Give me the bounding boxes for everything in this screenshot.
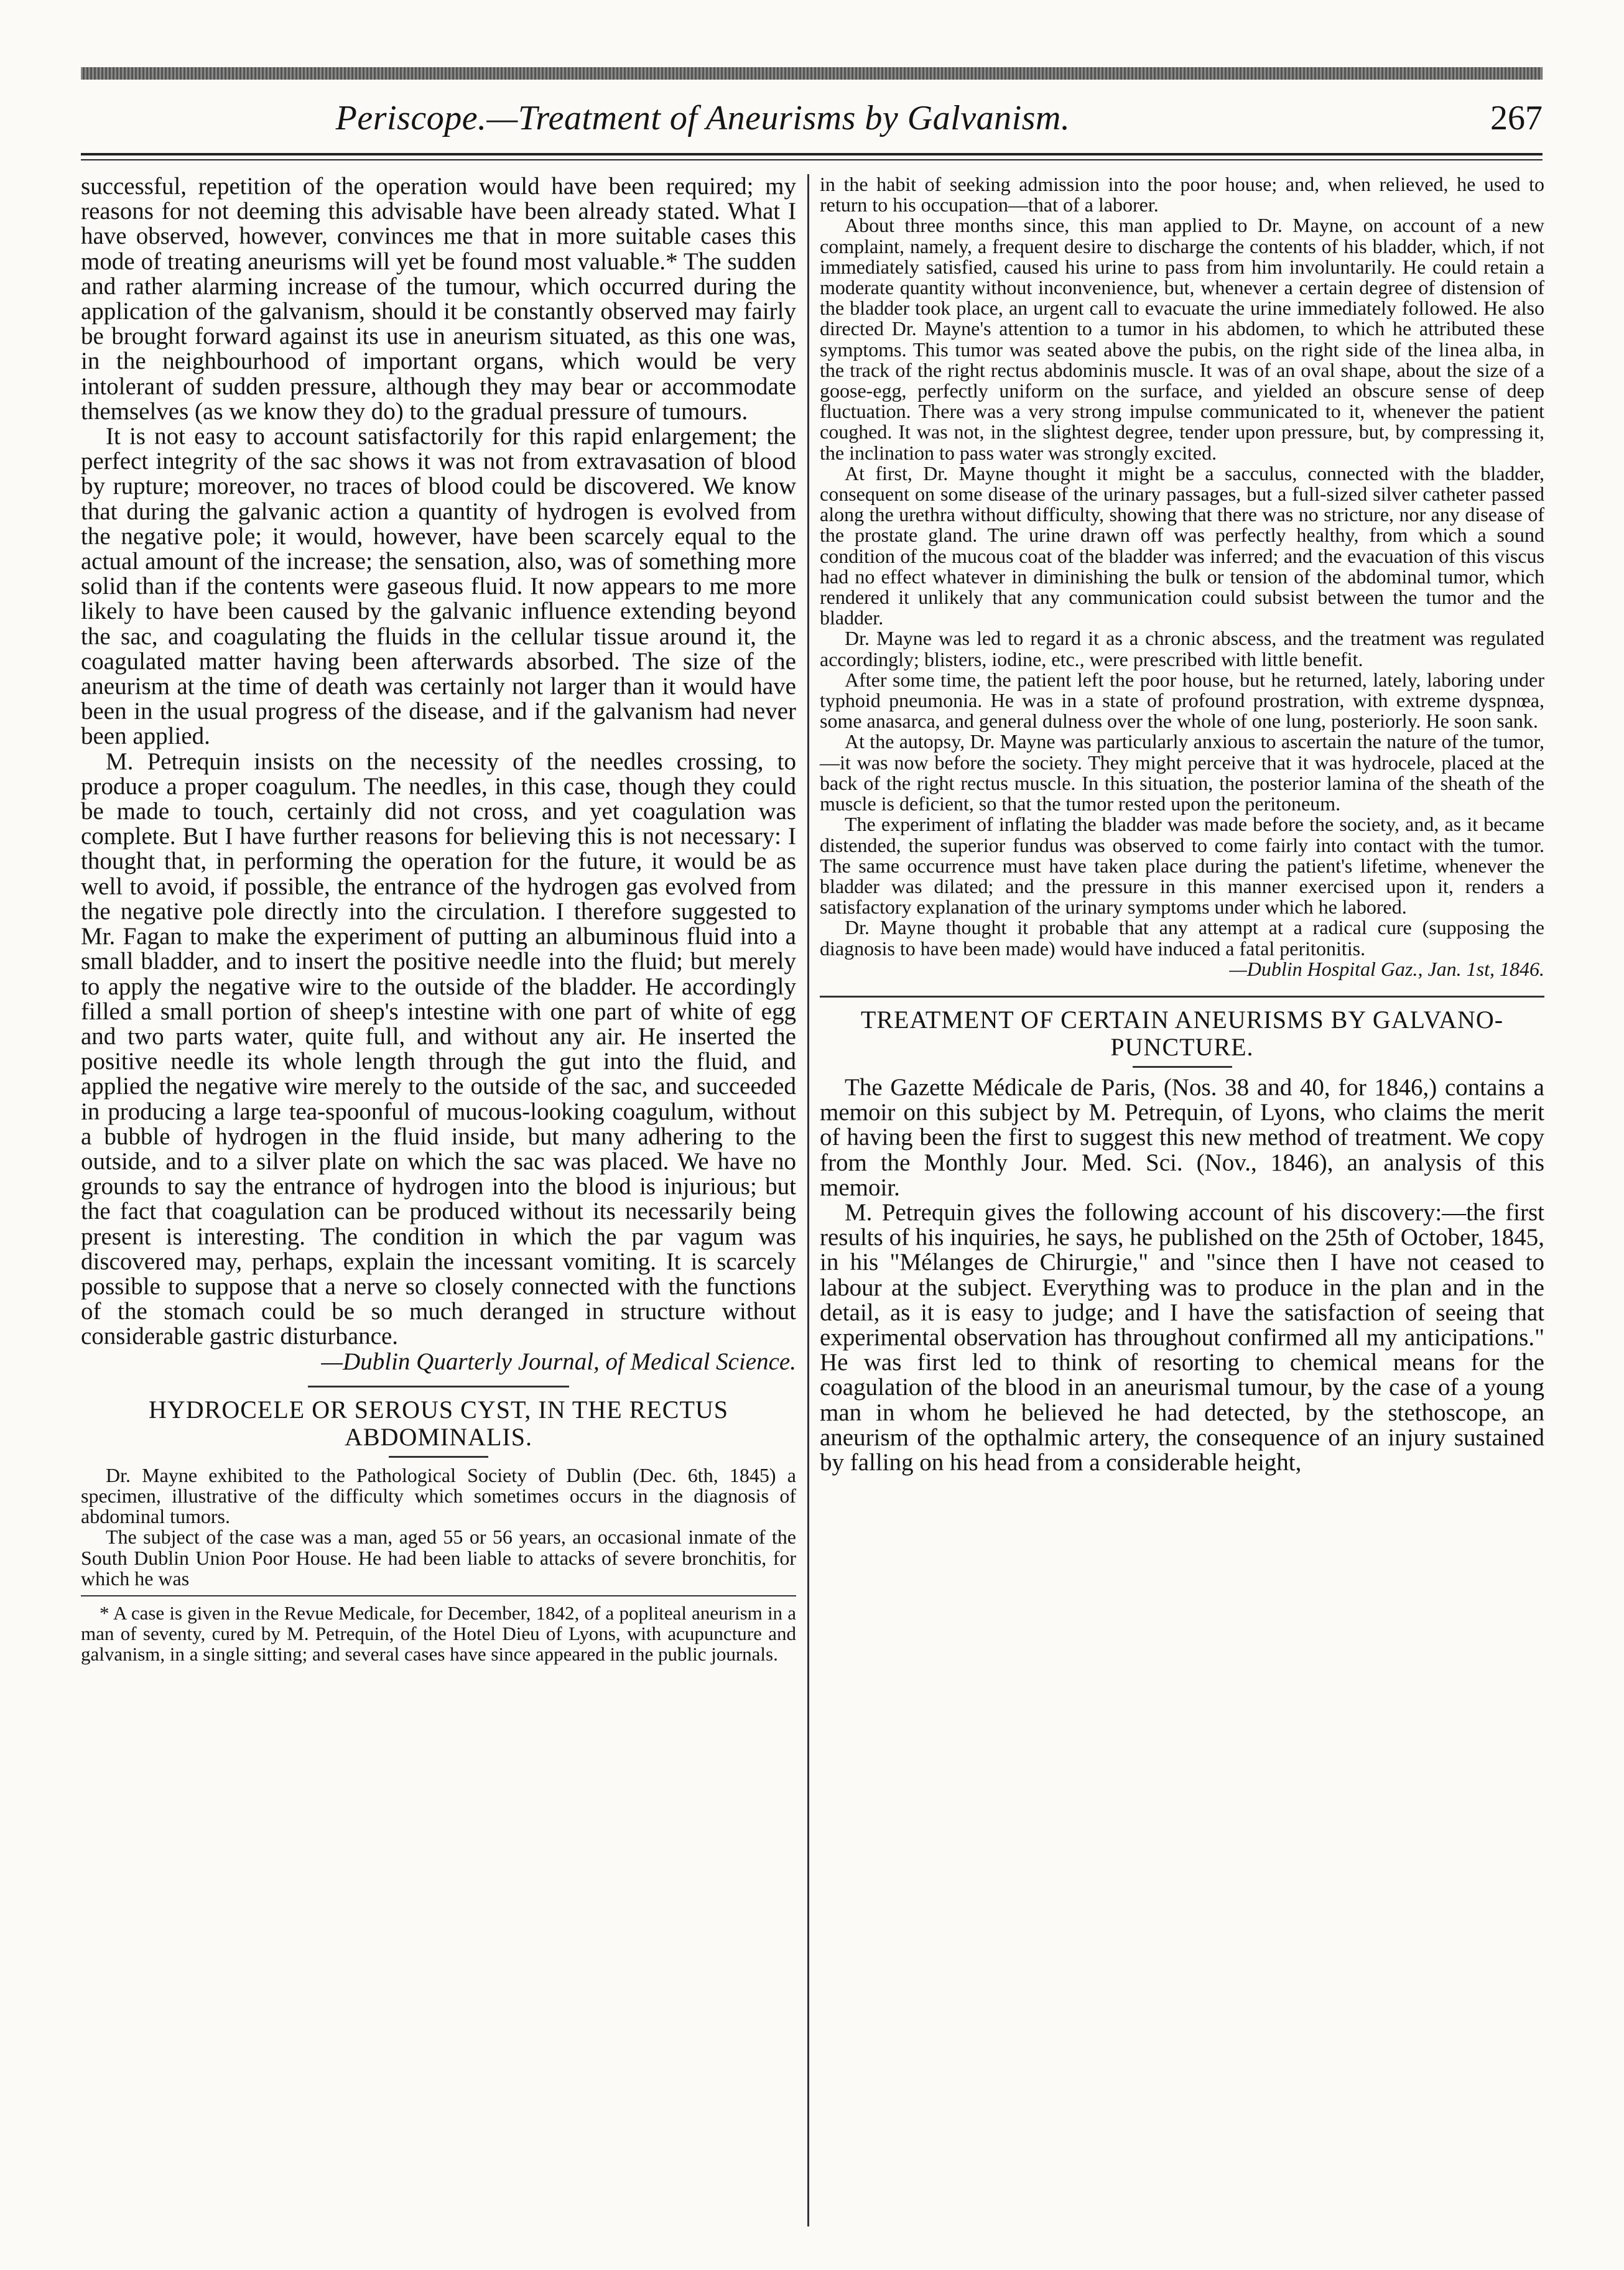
footnote-rule (81, 1595, 796, 1596)
paragraph: After some time, the patient left the poor house, but he returned, lately, laboring under typhoid pneumonia. He was in a state of profound prostration, with extreme dyspnœa, some anasarca, and general dulness over the whole of one lung, posteriorly. He soon sank. (820, 668, 1544, 733)
article-title-hydrocele: HYDROCELE OR SEROUS CYST, IN THE RECTUS ABDOMINALIS. (148, 1395, 729, 1451)
paragraph: The subject of the case was a man, aged 55 or 56 years, an occasional inmate of the South Dublin Union Poor House. He had been liable to attacks of severe bronchitis, for which he was (81, 1526, 796, 1590)
column-divider (807, 174, 809, 2226)
page-header (81, 91, 1543, 147)
title-underline (1133, 1066, 1232, 1068)
page-number: 267 (1490, 99, 1543, 137)
paragraph: M. Petrequin insists on the necessity of the needles crossing, to produce a proper coagulum. The needles, in this case, though they could be made to touch, certainly did not cross, and yet coagulation was complete. But I have further reasons for believing this is not necessary: I thought that, in performing the operation for the future, it would be as well to avoid, if possible, the entrance of the hydrogen gas evolved from the negative pole directly into the circulation. I therefore suggested to Mr. Fagan to make the experiment of putting an albuminous fluid into a small bladder, and to insert the positive needle into the fluid; but merely to apply the negative wire to the outside of the bladder. He accordingly filled a small portion of sheep's intestine with one part of white of egg and two parts water, quite full, and without any air. He inserted the positive needle its whole length through the gut into the fluid, and applied the negative wire merely to the outside of the sac, and succeeded in producing a large tea-spoonful of mucous-looking coagulum, without a bubble of hydrogen in the fluid inside, but many adhering to the outside, and to a silver plate on which the sac was placed. We have no grounds to say the entrance of hydrogen into the blood is injurious; but the fact that coagulation can be produced without its necessarily being present is interesting. The condition in which the par vagum was discovered may, perhaps, explain the incessant vomiting. It is scarcely possible to suppose that a nerve so closely connected with the functions of the stomach could be so much deranged in structure without considerable gastric disturbance. (81, 748, 796, 1350)
source-citation: —Dublin Hospital Gaz., Jan. 1st, 1846. (1229, 957, 1544, 980)
paragraph: At the autopsy, Dr. Mayne was particularly anxious to ascertain the nature of the tumor,—it was now before the society. They might perceive that it was hydrocele, placed at the back of the right rectus muscle. In this situation, the posterior lamina of the sheath of the muscle is deficient, so that the tumor rested upon the peritoneum. (820, 730, 1544, 815)
title-underline (389, 1456, 488, 1458)
header-rule-thin (81, 159, 1543, 160)
paragraph: Dr. Mayne thought it probable that any attempt at a radical cure (supposing the diagnosis to have been made) would have induced a fatal peritonitis. (820, 916, 1544, 960)
paragraph: The experiment of inflating the bladder was made before the society, and, as it became distended, the superior fundus was observed to come fairly into contact with the tumor. The same occurrence must have taken place during the patient's lifetime, whenever the bladder was dilated; and the pressure in this manner exercised upon it, renders a satisfactory explanation of the urinary symptoms under which he labored. (820, 813, 1544, 919)
paragraph: The Gazette Médicale de Paris, (Nos. 38 and 40, for 1846,) contains a memoir on this subject by M. Petrequin, of Lyons, who claims the merit of having been the first to suggest this new method of treatment. We copy from the Monthly Jour. Med. Sci. (Nov., 1846), an analysis of this memoir. (820, 1073, 1544, 1201)
section-divider (308, 1386, 569, 1387)
paragraph: It is not easy to account satisfactorily for this rapid enlargement; the perfect integrity of the sac shows it was not from extravasation of blood by rupture; moreover, no traces of blood could be discovered. We know that during the galvanic action a quantity of hydrogen is evolved from the negative pole; it would, however, have been scarcely equal to the actual amount of the increase; the sensation, also, was of something more solid than if the contents were gaseous fluid. It now appears to me more likely to have been caused by the galvanic influence extending beyond the sac, and coagulating the fluids in the cellular tissue around it, the coagulated matter having been afterwards absorbed. The size of the aneurism at the time of death was certainly not larger than it would have been in the usual progress of the disease, and if the galvanism had never been applied. (81, 423, 796, 750)
header-rule (81, 153, 1543, 155)
running-title: Periscope.—Treatment of Aneurisms by Galvanism. (335, 99, 1070, 137)
footnote: * A case is given in the Revue Medicale, for December, 1842, of a popliteal aneurism in a man of seventy, cured by M. Petrequin, of the Hotel Dieu of Lyons, with acupuncture and galvanism, in a single sitting; and several cases have since appeared in the public journals. (81, 1601, 796, 1665)
right-column (820, 174, 1544, 1475)
paragraph: in the habit of seeking admission into the poor house; and, when relieved, he used to return to his occupation—that of a laborer. (820, 173, 1544, 216)
article-title-galvano-puncture: TREATMENT OF CERTAIN ANEURISMS BY GALVANO-PUNCTURE. (860, 1005, 1504, 1061)
paragraph: successful, repetition of the operation would have been required; my reasons for not deeming this advisable have been already stated. What I have observed, however, convinces me that in more suitable cases this mode of treating aneurisms will yet be found most valuable.* The sudden and rather alarming increase of the tumour, which occurred during the application of the galvanism, should it be constantly observed may fairly be brought forward against its use in aneurism situated, as this one was, in the neighbourhood of important organs, which would be very intolerant of sudden pressure, although they may bear or accommodate themselves (as we know they do) to the gradual pressure of tumours. (81, 173, 796, 425)
paragraph: M. Petrequin gives the following account of his discovery:—the first results of his inquiries, he says, he published on the 25th of October, 1845, in his "Mélanges de Chirurgie," and "since then I have not ceased to labour at the subject. Everything was to produce in the plan and in the detail, as it is easy to judge; and I have the satisfaction of seeing that experimental observation has throughout confirmed all my anticipations." He was first led to think of resorting to chemical means for the coagulation of the blood in an aneurismal tumour, by the case of a young man in whom he believed he had detected, by the stethoscope, an aneurism of the opthalmic artery, the consequence of an injury sustained by falling on his head from a considerable height, (820, 1198, 1545, 1476)
paragraph: Dr. Mayne was led to regard it as a chronic abscess, and the treatment was regulated accordingly; blisters, iodine, etc., were prescribed with little benefit. (820, 627, 1544, 670)
paragraph: About three months since, this man applied to Dr. Mayne, on account of a new complaint, namely, a frequent desire to discharge the contents of his bladder, which, if not immediately satisfied, caused his urine to pass from him involuntarily. He could retain a moderate quantity without inconvenience, but, whenever a certain degree of distension of the bladder took place, an urgent call to evacuate the urine immediately followed. He also directed Dr. Mayne's attention to a tumor in his abdomen, to which he attributed these symptoms. This tumor was seated above the pubis, on the right side of the linea alba, in the track of the right rectus abdominis muscle. It was of an oval shape, about the size of a goose-egg, perfectly uniform on the surface, and yielded an obscure sense of deep fluctuation. There was a very strong impulse communicated to it, whenever the patient coughed. It was not, in the slightest degree, tender upon pressure, but, by compressing it, the inclination to pass water was strongly excited. (820, 214, 1544, 464)
top-border-band (81, 67, 1543, 80)
paragraph: Dr. Mayne exhibited to the Pathological Society of Dublin (Dec. 6th, 1845) a specimen, illustrative of the difficulty which sometimes occurs in the diagnosis of abdominal tumors. (81, 1463, 796, 1528)
source-citation: —Dublin Quarterly Journal, of Medical Science. (321, 1348, 796, 1375)
paragraph: At first, Dr. Mayne thought it might be a sacculus, connected with the bladder, consequent on some disease of the urinary passages, but a full-sized silver catheter passed along the urethra without difficulty, showing that there was no stricture, nor any disease of the prostate gland. The urine drawn off was perfectly healthy, from which a sound condition of the mucous coat of the bladder was inferred; and the evacuation of this viscus had no effect whatever in diminishing the bulk or tension of the abdominal tumor, which rendered it unlikely that any communication could subsist between the tumor and the bladder. (820, 461, 1544, 629)
left-column (81, 174, 796, 1664)
section-divider (820, 996, 1544, 998)
